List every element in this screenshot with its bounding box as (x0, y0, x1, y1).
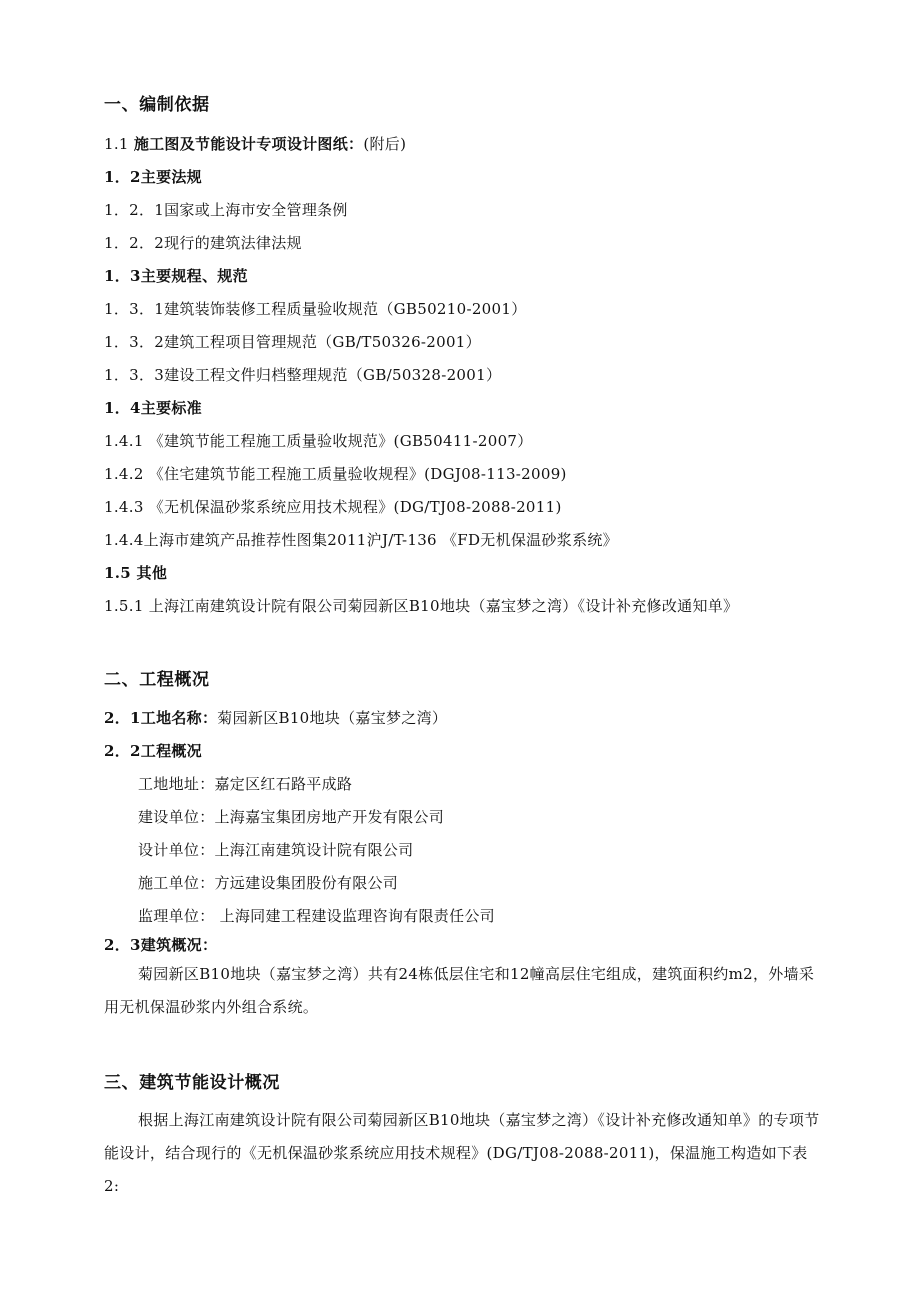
site-address: 工地地址：嘉定区红石路平成路 (138, 775, 353, 793)
item-1-4-heading: 1．4主要标准 (104, 399, 202, 417)
item-1-2-2: 1．2．2现行的建筑法律法规 (104, 234, 302, 252)
item-1-4-3: 1.4.3 《无机保温砂浆系统应用技术规程》(DG/TJ08-2088-2011) (104, 498, 562, 516)
contractor-unit: 施工单位：方远建设集团股份有限公司 (138, 874, 399, 892)
item-1-5-1: 1.5.1 上海江南建筑设计院有限公司菊园新区B10地块（嘉宝梦之湾）《设计补充修改通知单》 (104, 597, 739, 615)
section-1-heading: 一、编制依据 (104, 95, 210, 115)
design-unit: 设计单位：上海江南建筑设计院有限公司 (138, 841, 414, 859)
item-1-4-4: 1.4.4上海市建筑产品推荐性图集2011沪J/T-136 《FD无机保温砂浆系统》 (104, 531, 618, 549)
supervision-unit: 监理单位： 上海同建工程建设监理咨询有限责任公司 (138, 907, 495, 925)
item-2-1-value: 菊园新区B10地块（嘉宝梦之湾） (217, 709, 448, 727)
item-1-1 (104, 134, 406, 154)
item-1-5-heading: 1.5 其他 (104, 564, 168, 582)
item-2-2-heading: 2．2工程概况 (104, 742, 202, 760)
item-2-3-heading: 2．3建筑概况： (104, 936, 218, 954)
item-2-1-number: 2．1 (104, 709, 141, 727)
item-1-3-2: 1．3．2建筑工程项目管理规范（GB/T50326-2001） (104, 333, 481, 351)
item-1-4-2: 1.4.2 《住宅建筑节能工程施工质量验收规程》(DGJ08-113-2009) (104, 465, 567, 483)
item-1-1-label: 施工图及节能设计专项设计图纸： (133, 135, 364, 153)
item-2-1-label: 工地名称： (140, 709, 218, 727)
item-1-2-1: 1．2．1国家或上海市安全管理条例 (104, 201, 348, 219)
item-1-3-heading: 1．3主要规程、规范 (104, 267, 248, 285)
item-1-2-heading: 1．2主要法规 (104, 168, 202, 186)
item-1-3-3: 1．3．3建设工程文件归档整理规范（GB/50328-2001） (104, 366, 502, 384)
item-2-1 (104, 708, 447, 728)
item-1-4-1: 1.4.1 《建筑节能工程施工质量验收规范》(GB50411-2007） (104, 432, 533, 450)
energy-design-text: 根据上海江南建筑设计院有限公司菊园新区B10地块（嘉宝梦之湾）《设计补充修改通知单》的专项节能设计，结合现行的《无机保温砂浆系统应用技术规程》(DG/TJ08-2088-2011)，保温施工构造如下表2: (104, 1111, 820, 1195)
section-2-heading: 二、工程概况 (104, 670, 210, 690)
item-1-1-number: 1.1 (104, 135, 134, 153)
item-1-1-note: (附后) (363, 135, 407, 153)
building-overview-text: 菊园新区B10地块（嘉宝梦之湾）共有24栋低层住宅和12幢高层住宅组成，建筑面积约m2，外墙采用无机保温砂浆内外组合系统。 (104, 965, 815, 1016)
construction-owner: 建设单位：上海嘉宝集团房地产开发有限公司 (138, 808, 445, 826)
item-1-3-1: 1．3．1建筑装饰装修工程质量验收规范（GB50210-2001） (104, 300, 527, 318)
section-3-heading: 三、建筑节能设计概况 (104, 1073, 280, 1093)
